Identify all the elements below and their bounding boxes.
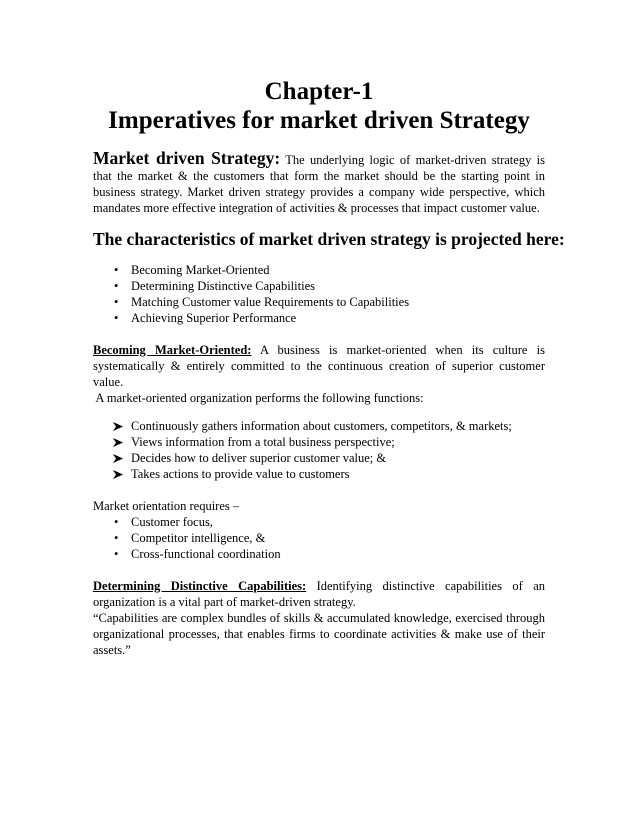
list-item [131, 434, 545, 450]
distinctive-quote: “Capabilities are complex bundles of skills & accumulated knowledge, exercised through organizational processes, that enables firms to coordinate activities & make use of their assets.” [93, 610, 545, 657]
list-item: • Becoming Market-Oriented [131, 262, 545, 278]
list-item: • Competitor intelligence, & [131, 530, 545, 546]
intro-paragraph [93, 150, 545, 216]
arrow-bullet-icon [113, 438, 123, 447]
intro-lead: Market driven Strategy: [93, 148, 281, 168]
arrow-bullet-icon [113, 454, 123, 463]
functions-list [93, 418, 545, 482]
characteristics-list [93, 262, 545, 326]
list-item [131, 450, 545, 466]
function-text: Takes actions to provide value to customers [131, 466, 350, 481]
market-oriented-text: A business is market-oriented when its culture is systematically & entirely committed to the continuous creation of superior customer value. [93, 342, 545, 389]
list-item: • Achieving Superior Performance [131, 310, 545, 326]
document-page [93, 78, 565, 658]
list-item [131, 418, 545, 434]
requires-intro: Market orientation requires – [93, 498, 240, 513]
list-item: • Customer focus, [131, 514, 545, 530]
list-item: • Cross-functional coordination [131, 546, 545, 562]
chapter-subtitle: Imperatives for market driven Strategy [108, 107, 530, 134]
characteristics-heading: The characteristics of market driven strategy is projected here: [93, 228, 565, 249]
list-item [131, 466, 545, 482]
chapter-title: Chapter-1 [264, 78, 374, 105]
distinctive-heading: Determining Distinctive Capabilities: [93, 578, 307, 593]
function-text: Decides how to deliver superior customer value; & [131, 450, 387, 465]
intro-text: The underlying logic of market-driven strategy is that the market & the customers that form the market should be the starting point in business strategy. Market driven strategy provides a company wide perspective, which mandates more effective integration of activities & processes that impact customer value. [93, 153, 545, 215]
list-item: • Determining Distinctive Capabilities [131, 278, 545, 294]
arrow-bullet-icon [113, 470, 123, 479]
requires-list [93, 514, 545, 562]
market-oriented-heading: Becoming Market-Oriented: [93, 342, 252, 357]
arrow-bullet-icon [113, 422, 123, 431]
market-oriented-paragraph [93, 342, 545, 390]
list-item: • Matching Customer value Requirements to Capabilities [131, 294, 545, 310]
distinctive-text: Identifying distinctive capabilities of an organization is a vital part of market-driven strategy. [93, 578, 545, 609]
distinctive-paragraph [93, 578, 545, 610]
functions-intro: A market-oriented organization performs the following functions: [93, 390, 424, 405]
function-text: Views information from a total business perspective; [131, 434, 395, 449]
function-text: Continuously gathers information about customers, competitors, & markets; [131, 418, 512, 433]
